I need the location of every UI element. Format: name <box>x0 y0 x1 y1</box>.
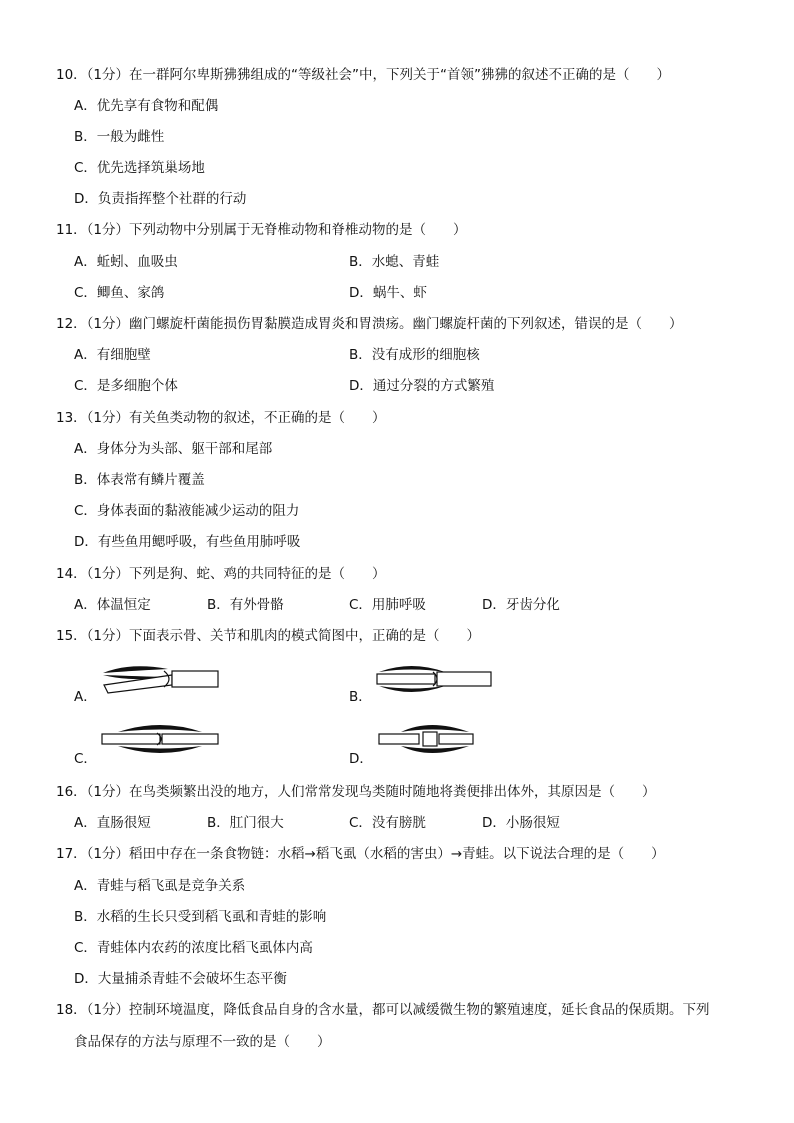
q10-option-a[interactable]: A．优先享有食物和配偶 <box>74 98 219 114</box>
q13-option-c[interactable]: C．身体表面的黏液能减少运动的阻力 <box>74 503 300 519</box>
q12-option-a[interactable]: A．有细胞壁 <box>74 347 151 363</box>
question-11-stem: 11．（1分）下列动物中分别属于无脊椎动物和脊椎动物的是（ ） <box>56 222 467 238</box>
q13-option-a[interactable]: A．身体分为头部、躯干部和尾部 <box>74 441 273 457</box>
q16-option-c[interactable]: C．没有膀胱 <box>349 815 426 831</box>
q12-option-c[interactable]: C．是多细胞个体 <box>74 378 178 394</box>
q14-option-d[interactable]: D．牙齿分化 <box>482 597 560 613</box>
question-12-stem: 12．（1分）幽门螺旋杆菌能损伤胃黏膜造成胃炎和胃溃疡。幽门螺旋杆菌的下列叙述，错误的是（ ） <box>56 316 683 332</box>
q17-option-c[interactable]: C．青蛙体内农药的浓度比稻飞虱体内高 <box>74 940 313 956</box>
q11-option-a[interactable]: A．蚯蚓、血吸虫 <box>74 254 178 270</box>
q17-option-b[interactable]: B．水稻的生长只受到稻飞虱和青蛙的影响 <box>74 909 327 925</box>
q14-option-c[interactable]: C．用肺呼吸 <box>349 597 426 613</box>
q16-option-b[interactable]: B．肛门很大 <box>207 815 284 831</box>
q15-diagram-b[interactable] <box>375 663 495 695</box>
q15-option-b[interactable]: B． <box>349 689 372 705</box>
q12-option-b[interactable]: B．没有成形的细胞核 <box>349 347 480 363</box>
question-10-stem: 10．（1分）在一群阿尔卑斯狒狒组成的“等级社会”中，下列关于“首领”狒狒的叙述不正确的是（ ） <box>56 67 670 83</box>
q10-option-c[interactable]: C．优先选择筑巢场地 <box>74 160 205 176</box>
q17-option-d[interactable]: D．大量捕杀青蛙不会破坏生态平衡 <box>74 971 287 987</box>
q15-diagram-a[interactable] <box>100 663 220 695</box>
q15-option-d[interactable]: D． <box>349 751 373 767</box>
q10-option-d[interactable]: D．负责指挥整个社群的行动 <box>74 191 247 207</box>
q15-option-a[interactable]: A． <box>74 689 97 705</box>
q15-diagram-d[interactable] <box>375 722 475 756</box>
question-15-stem: 15．（1分）下面表示骨、关节和肌肉的模式简图中，正确的是（ ） <box>56 628 481 644</box>
q15-option-c[interactable]: C． <box>74 751 97 767</box>
q10-option-b[interactable]: B．一般为雌性 <box>74 129 165 145</box>
q11-option-d[interactable]: D．蜗牛、虾 <box>349 285 427 301</box>
question-13-stem: 13．（1分）有关鱼类动物的叙述，不正确的是（ ） <box>56 410 386 426</box>
q16-option-a[interactable]: A．直肠很短 <box>74 815 151 831</box>
question-18-stem-line-1: 18．（1分）控制环境温度，降低食品自身的含水量，都可以减缓微生物的繁殖速度，延长食品的保质期。下列 <box>56 1002 710 1018</box>
q13-option-b[interactable]: B．体表常有鳞片覆盖 <box>74 472 205 488</box>
q12-option-d[interactable]: D．通过分裂的方式繁殖 <box>349 378 495 394</box>
q14-option-b[interactable]: B．有外骨骼 <box>207 597 284 613</box>
question-17-stem: 17．（1分）稻田中存在一条食物链：水稻→稻飞虱（水稻的害虫）→青蛙。以下说法合理的是（ ） <box>56 846 665 862</box>
q11-option-b[interactable]: B．水螅、青蛙 <box>349 254 440 270</box>
q17-option-a[interactable]: A．青蛙与稻飞虱是竞争关系 <box>74 878 246 894</box>
question-14-stem: 14．（1分）下列是狗、蛇、鸡的共同特征的是（ ） <box>56 566 386 582</box>
question-16-stem: 16．（1分）在鸟类频繁出没的地方，人们常常发现鸟类随时随地将粪便排出体外，其原因是（ ） <box>56 784 656 800</box>
q13-option-d[interactable]: D．有些鱼用鳃呼吸，有些鱼用肺呼吸 <box>74 534 301 550</box>
q16-option-d[interactable]: D．小肠很短 <box>482 815 560 831</box>
q15-diagram-c[interactable] <box>100 722 220 756</box>
q14-option-a[interactable]: A．体温恒定 <box>74 597 151 613</box>
q11-option-c[interactable]: C．鲫鱼、家鸽 <box>74 285 165 301</box>
question-18-stem-line-2: 食品保存的方法与原理不一致的是（ ） <box>74 1034 331 1050</box>
